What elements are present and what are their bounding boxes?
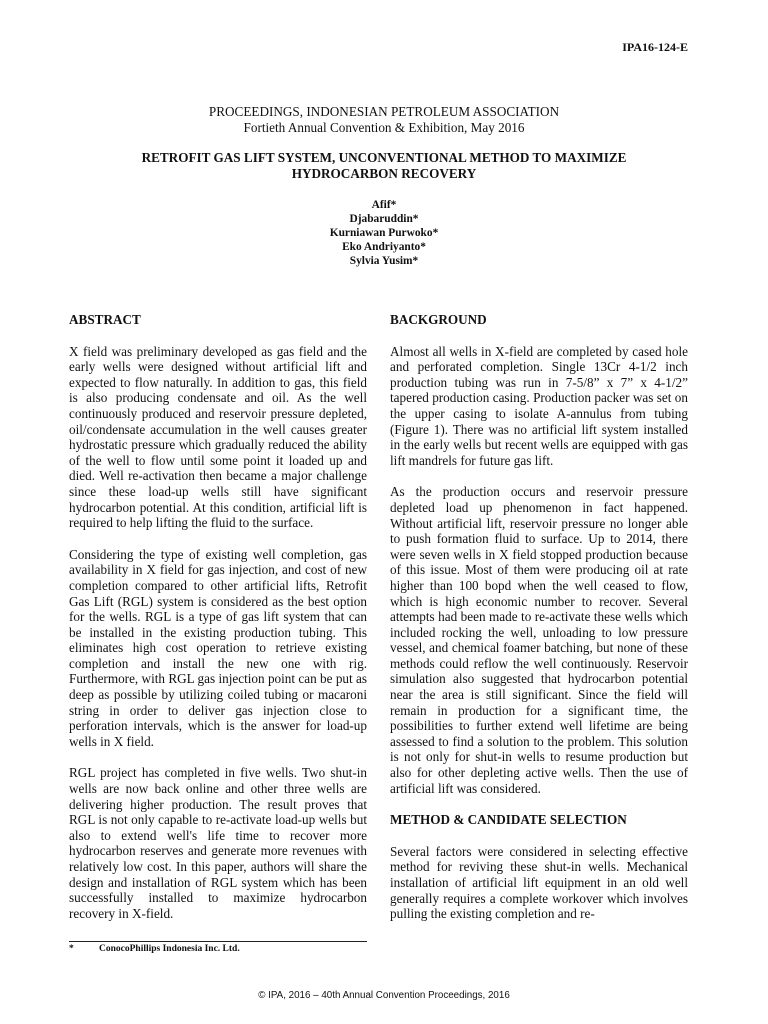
footnote-text: ConocoPhillips Indonesia Inc. Ltd.: [99, 944, 240, 954]
author: Sylvia Yusim*: [349, 255, 419, 267]
left-column: [69, 312, 367, 937]
paper-id: IPA16-124-E: [622, 40, 688, 54]
title-line-2: HYDROCARBON RECOVERY: [291, 166, 477, 181]
event-name: Fortieth Annual Convention & Exhibition, May 2016: [243, 120, 525, 135]
abstract-paragraph: RGL project has completed in five wells. Two shut-in wells are now back online and other three wells are delivering higher production. The result proves that RGL is not only capable to re-activate load-up wells but also to extend well's life time to recover more hydrocarbon reserves and generate more revenues with relatively low cost. In this paper, authors will share the design and installation of RGL system which has been successfully installed to maximize hydrocarbon recovery in X-field.: [69, 765, 367, 921]
background-heading: BACKGROUND: [390, 312, 487, 327]
author: Kurniawan Purwoko*: [329, 227, 439, 239]
background-paragraph: Almost all wells in X-field are completed by cased hole and perforated completion. Single 13Cr 4-1/2 inch production tubing was run in 7-5/8” x 7” x 4-1/2” tapered production casing. Production packer was set on the upper casing to isolate A-annulus from tubing (Figure 1). There was no artificial lift system installed in the early wells but recent wells are equipped with gas lift mandrels for future gas lift.: [390, 343, 688, 468]
author: Djabaruddin*: [349, 213, 419, 225]
proceedings-header: [0, 104, 768, 136]
footnote-mark: *: [69, 944, 74, 954]
page-footer: © IPA, 2016 – 40th Annual Convention Proceedings, 2016: [258, 990, 510, 1001]
paper-title: [0, 150, 768, 182]
author-list: [0, 198, 768, 268]
right-column: [390, 312, 688, 938]
method-paragraph: Several factors were considered in selecting effective method for reviving these shut-in wells. Mechanical installation of artificial lift equipment in an old well generally requires a complete workover which involves pulling the existing completion and re-: [390, 843, 688, 922]
org-name: PROCEEDINGS, INDONESIAN PETROLEUM ASSOCIATION: [208, 104, 560, 119]
author: Afif*: [371, 199, 397, 211]
author: Eko Andriyanto*: [342, 241, 426, 253]
background-paragraph: As the production occurs and reservoir pressure depleted load up phenomenon in fact happened. Without artificial lift, reservoir pressure no longer able to push formation fluid to surface. Up to 2014, there were seven wells in X field stopped production because of this issue. Most of them were producing oil at rate higher than 100 bopd when the well ceased to flow, which is high economic number to recover. Several attempts had been made to re-activate these wells which included rocking the well, unloading to low pressure vessel, and chemical foamer batching, but none of these methods could reflow the well continuously. Reservoir simulation also suggested that hydrocarbon potential near the area is still significant. Since the field will remain in production for a significant time, the possibilities to further extend well lifetime are being assessed to find a solution to the problem. This solution is not only for shut-in wells to resume production but also for other depleting active wells. Then the use of artificial lift was considered.: [390, 484, 688, 796]
abstract-paragraph: Considering the type of existing well completion, gas availability in X field for gas injection, and cost of new completion compared to other artificial lifts, Retrofit Gas Lift (RGL) system is considered as the best option for the wells. RGL is a type of gas lift system that can be installed in the existing production tubing. This eliminates high cost operation to retrieve existing completion and install the new one with rig. Furthermore, with RGL gas injection point can be put as deep as possible by utilizing coiled tubing or macaroni string in order to deliver gas injection close to perforation intervals, which is the answer for load-up wells in X field.: [69, 546, 367, 749]
footnote-divider: [69, 941, 367, 942]
footnote: [69, 944, 240, 954]
abstract-heading: ABSTRACT: [69, 312, 141, 327]
method-heading: METHOD & CANDIDATE SELECTION: [390, 812, 627, 828]
abstract-paragraph: X field was preliminary developed as gas field and the early wells were designed without artificial lift and expected to flow naturally. In addition to gas, this field is also producing condensate and oil. As the well continuously produced and reservoir pressure depleted, oil/condensate accumulation in the well causes greater hydrostatic pressure which gradually reduced the ability of the well to flow until some point it loaded up and died. Well re-activation then became a major challenge since these load-up wells still have significant hydrocarbon potential. At this condition, artificial lift is required to help lifting the fluid to the surface.: [69, 343, 367, 531]
title-line-1: RETROFIT GAS LIFT SYSTEM, UNCONVENTIONAL METHOD TO MAXIMIZE: [141, 150, 627, 165]
